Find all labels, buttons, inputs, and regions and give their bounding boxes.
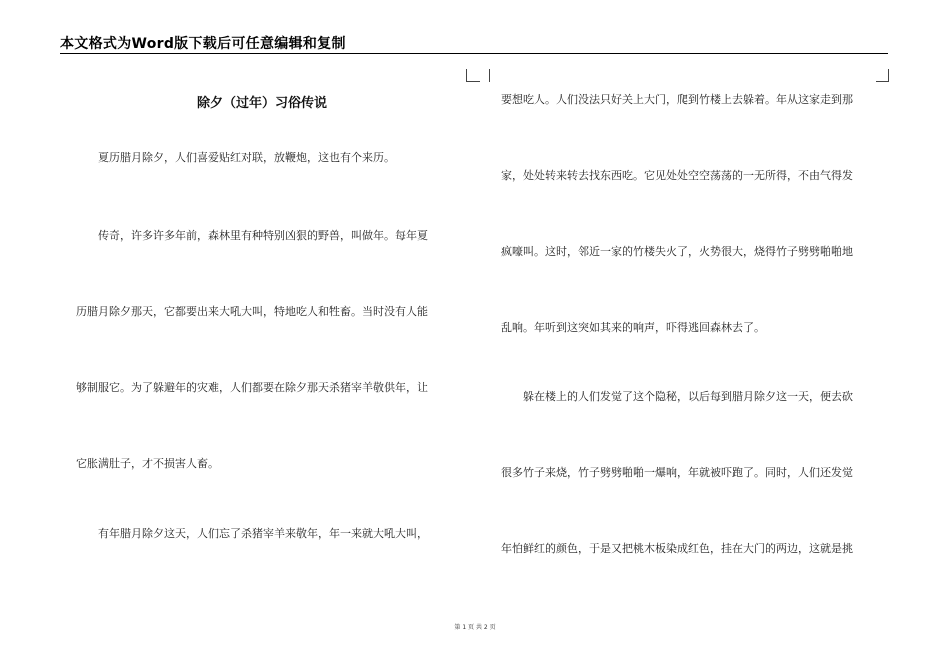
paragraph-line: 疯嚎叫。这时，邻近一家的竹楼失火了，火势很大，烧得竹子劈劈啪啪地 [501,245,853,258]
download-banner: 本文格式为Word版下载后可任意编辑和复制 [60,36,346,52]
paragraph-line: 它胀满肚子，才不损害人畜。 [76,457,219,470]
page-footer: 第 1 页 共 2 页 [454,624,496,631]
paragraph [76,198,460,502]
paragraph-line: 很多竹子来烧，竹子劈劈啪啪一爆响，年就被吓跑了。同时，人们还发觉 [501,466,853,479]
paragraph [76,496,460,572]
document-title: 除夕（过年）习俗传说 [196,96,327,111]
paragraph-line: 乱响。年听到这突如其来的响声，吓得逃回森林去了。 [501,321,765,334]
paragraph-line: 要想吃人。人们没法只好关上大门，爬到竹楼上去躲着。年从这家走到那 [501,93,853,106]
crop-mark [466,81,480,82]
paragraph-line: 历腊月除夕那天，它都要出来大吼大叫，特地吃人和牲畜。当时没有人能 [76,305,428,318]
banner-divider [60,53,888,54]
paragraph-line: 夏历腊月除夕，人们喜爱贴红对联，放鞭炮，这也有个来历。 [76,151,395,164]
paragraph-line: 躲在楼上的人们发觉了这个隐秘，以后每到腊月除夕这一天，便去砍 [501,390,853,403]
paragraph-line: 有年腊月除夕这天，人们忘了杀猪宰羊来敬年，年一来就大吼大叫， [76,527,428,540]
paragraph [501,359,885,587]
crop-mark [489,69,490,82]
paragraph-line: 够制服它。为了躲避年的灾难，人们都要在除夕那天杀猪宰羊敬供年，让 [76,381,428,394]
paragraph-line: 年怕鲜红的颜色，于是又把桃木板染成红色，挂在大门的两边，这就是挑 [501,542,853,555]
paragraph [76,120,460,196]
paragraph-line: 传奇，许多许多年前，森林里有种特别凶狠的野兽，叫做年。每年夏 [76,229,428,242]
paragraph-line: 家，处处转来转去找东西吃。它见处处空空荡荡的一无所得，不由气得发 [501,169,853,182]
paragraph [501,62,885,366]
